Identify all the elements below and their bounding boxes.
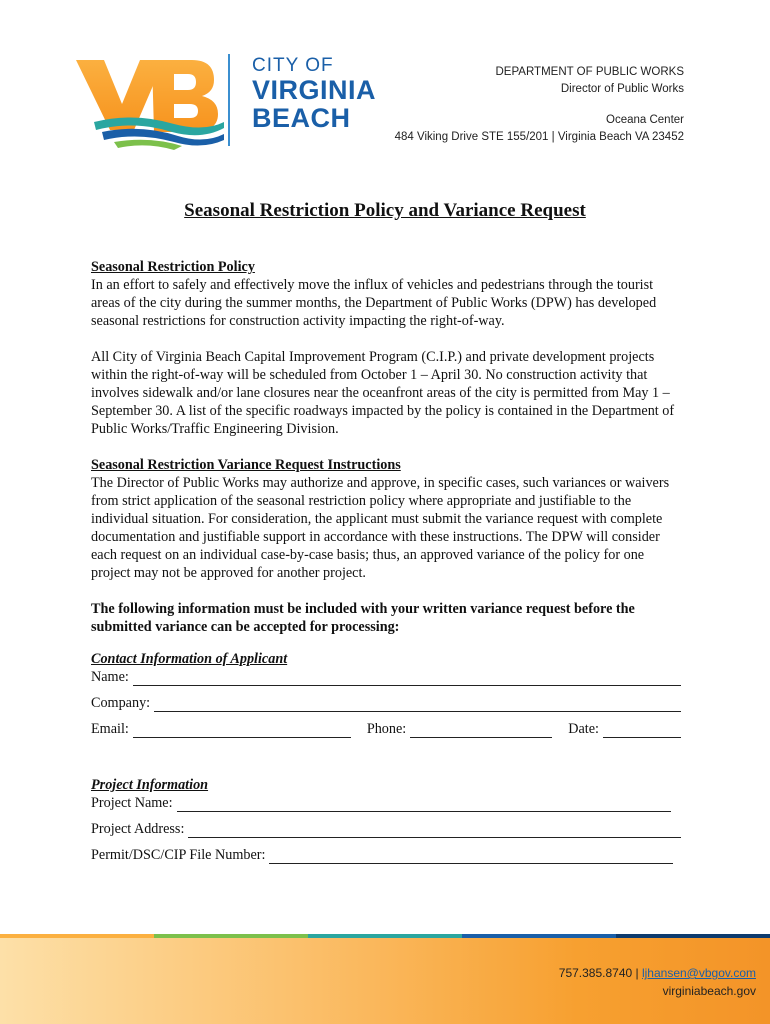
policy-paragraph-1: In an effort to safely and effectively move the influx of vehicles and pedestrians through the tourist areas of the city during the summer months, the Department of Public Works (DPW) has developed seasonal restrictions for construction activity impacting the right-of-way. — [91, 277, 657, 329]
footer-phone: 757.385.8740 | — [558, 966, 639, 980]
date-field[interactable] — [603, 723, 681, 738]
document-title: Seasonal Restriction Policy and Variance Request — [184, 200, 586, 221]
file-number-field[interactable] — [269, 849, 673, 864]
email-field[interactable] — [133, 723, 351, 738]
file-number-label: Permit/DSC/CIP File Number: — [91, 847, 266, 863]
project-address-field[interactable] — [188, 823, 681, 838]
phone-field[interactable] — [410, 723, 552, 738]
name-label: Name: — [91, 669, 129, 685]
instructions-paragraph: The Director of Public Works may authorize and approve, in specific cases, such variances or waivers from strict application of the seasonal restriction policy where appropriate and justifiable to the individual situation. For consideration, the applicant must submit the variance request with complete documentation and justifiable support in accordance with these instructions. The DPW will consider each request on an individual case-by-case basis; thus, an approved variance of the policy for one project may not be approved for another project. — [91, 475, 670, 581]
company-label: Company: — [91, 695, 151, 711]
phone-label: Phone: — [366, 721, 407, 737]
project-address-label: Project Address: — [91, 821, 185, 837]
company-field[interactable] — [154, 697, 681, 712]
department-address-block — [395, 64, 684, 146]
instructions-heading: Seasonal Restriction Variance Request Instructions — [91, 457, 401, 473]
footer-contact — [559, 964, 756, 1000]
center-name: Oceana Center — [606, 114, 684, 126]
email-label: Email: — [91, 721, 129, 737]
department-name: DEPARTMENT OF PUBLIC WORKS — [495, 66, 684, 78]
footer-email-link[interactable]: ljhansen@vbgov.com — [641, 966, 756, 980]
footer-website[interactable]: virginiabeach.gov — [662, 984, 756, 998]
footer-stripe — [0, 934, 770, 938]
document-body — [91, 258, 681, 864]
project-heading: Project Information — [91, 777, 209, 793]
contact-heading: Contact Information of Applicant — [91, 651, 288, 667]
policy-heading: Seasonal Restriction Policy — [91, 259, 255, 275]
date-label: Date: — [568, 721, 599, 737]
requirement-note: The following information must be included with your written variance request before the submitted variance can be accepted for processing: — [91, 601, 635, 635]
logo-divider — [228, 54, 230, 146]
project-name-field[interactable] — [177, 797, 671, 812]
project-name-label: Project Name: — [91, 795, 173, 811]
city-wordmark: CITY OF VIRGINIA BEACH — [252, 55, 377, 133]
director-title: Director of Public Works — [560, 83, 684, 95]
street-address: 484 Viking Drive STE 155/201 | Virginia Beach VA 23452 — [394, 131, 684, 143]
policy-paragraph-2: All City of Virginia Beach Capital Improvement Program (C.I.P.) and private development projects within the right-of-way will be scheduled from October 1 – April 30. No construction activity that involves sidewalk and/or lane closures near the oceanfront areas of the city is permitted from May 1 – September 30. A list of the specific roadways impacted by the policy is contained in the Department of Public Works/Traffic Engineering Division. — [91, 349, 675, 437]
name-field[interactable] — [133, 671, 681, 686]
